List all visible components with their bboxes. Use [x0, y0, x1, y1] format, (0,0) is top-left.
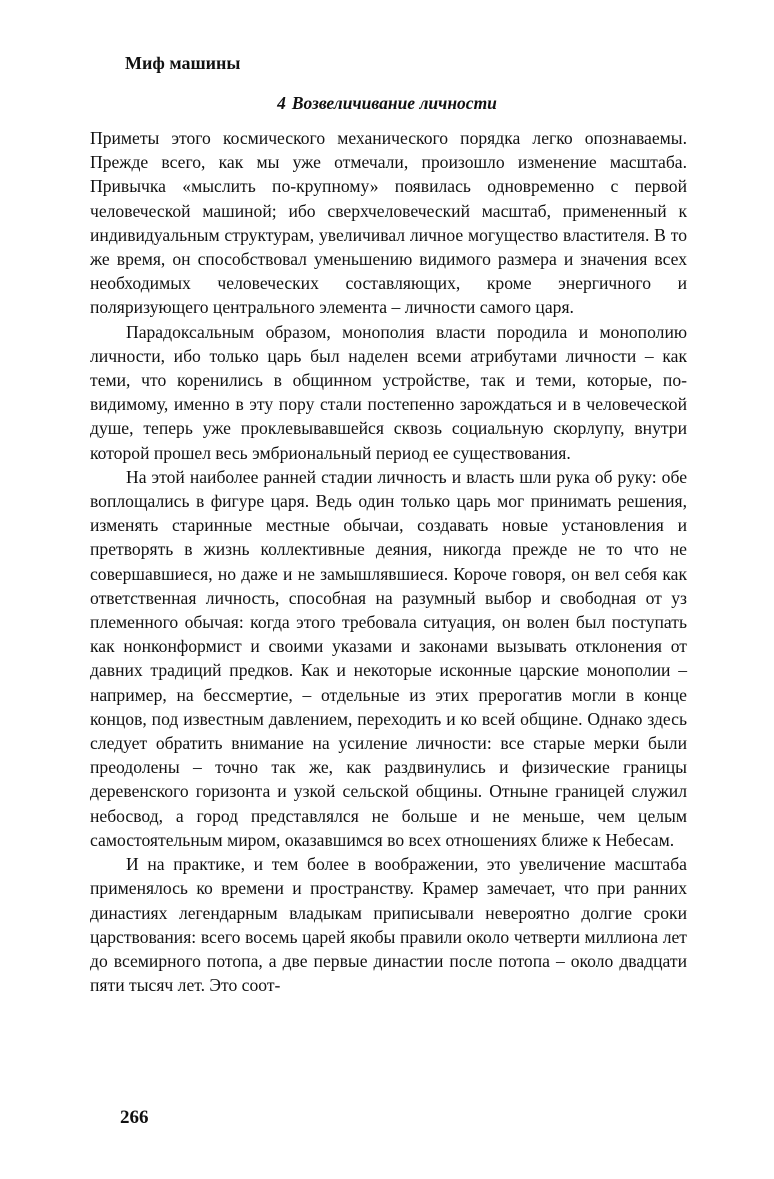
section-heading: [0, 92, 774, 114]
section-title: Возвеличивание личности: [291, 93, 497, 113]
body-text: [90, 126, 687, 997]
paragraph-3: На этой наиболее ранней стадии личность и власть шли рука об руку: обе воплощались в фигуре царя. Ведь один только царь мог принимать решения, изменять старинные местные обычаи, создавать новые установления и претворять в жизнь коллективные деяния, никогда прежде не то что не совершавшиеся, но даже и не замышлявшиеся. Короче говоря, он вел себя как ответственная личность, способная на разумный выбор и свободная от уз племенного обычая: когда этого требовала ситуация, он волен был поступать как нонконформист и своими указами и законами вызывать отклонения от давних традиций предков. Как и некоторые исконные царские монополии – например, на бессмертие, – отдельные из этих прерогатив могли в конце концов, под известным давлением, переходить и ко всей общине. Однако здесь следует обратить внимание на усиление личности: все старые мерки были преодолены – точно так же, как раздвинулись и физические границы деревенского горизонта и узкой сельской общины. Отныне границей служил небосвод, а город представлялся не больше и не меньше, чем целым самостоятельным миром, оказавшимся во всех отношениях ближе к Небесам.: [90, 466, 687, 850]
paragraph-4: И на практике, и тем более в воображении, это увеличение масштаба применялось ко времени и пространству. Крамер замечает, что при ранних династиях легендарным владыкам приписывали невероятно долгие сроки царствования: всего восемь царей якобы правили около четверти миллиона лет до всемирного потопа, а две первые династии после потопа – около двадцати пяти тысяч лет. Это соот-: [90, 854, 687, 996]
paragraph-2: Парадоксальным образом, монополия власти породила и монополию личности, ибо только царь был наделен всеми атрибутами личности – как теми, что коренились в общинном устройстве, так и теми, которые, по-видимому, именно в эту пору стали постепенно зарождаться и в человеческой душе, теперь уже проклевывавшейся сквозь социальную скорлупу, внутри которой прошел весь эмбриональный период ее существования.: [90, 321, 687, 463]
page-number: 266: [120, 1107, 149, 1128]
running-head: Миф машины: [125, 53, 241, 73]
section-number: 4: [277, 93, 286, 113]
paragraph-1: Приметы этого космического механического порядка легко опознаваемы. Прежде всего, как мы уже отмечали, произошло изменение масштаба. Привычка «мыслить по-крупному» появилась одновременно с первой человеческой машиной; ибо сверхчеловеческий масштаб, примененный к индивидуальным структурам, увеличивал личное могущество властителя. В то же время, он способствовал уменьшению видимого размера и значения всех необходимых человеческих составляющих, кроме энергичного и поляризующего центрального элемента – личности самого царя.: [90, 128, 687, 318]
